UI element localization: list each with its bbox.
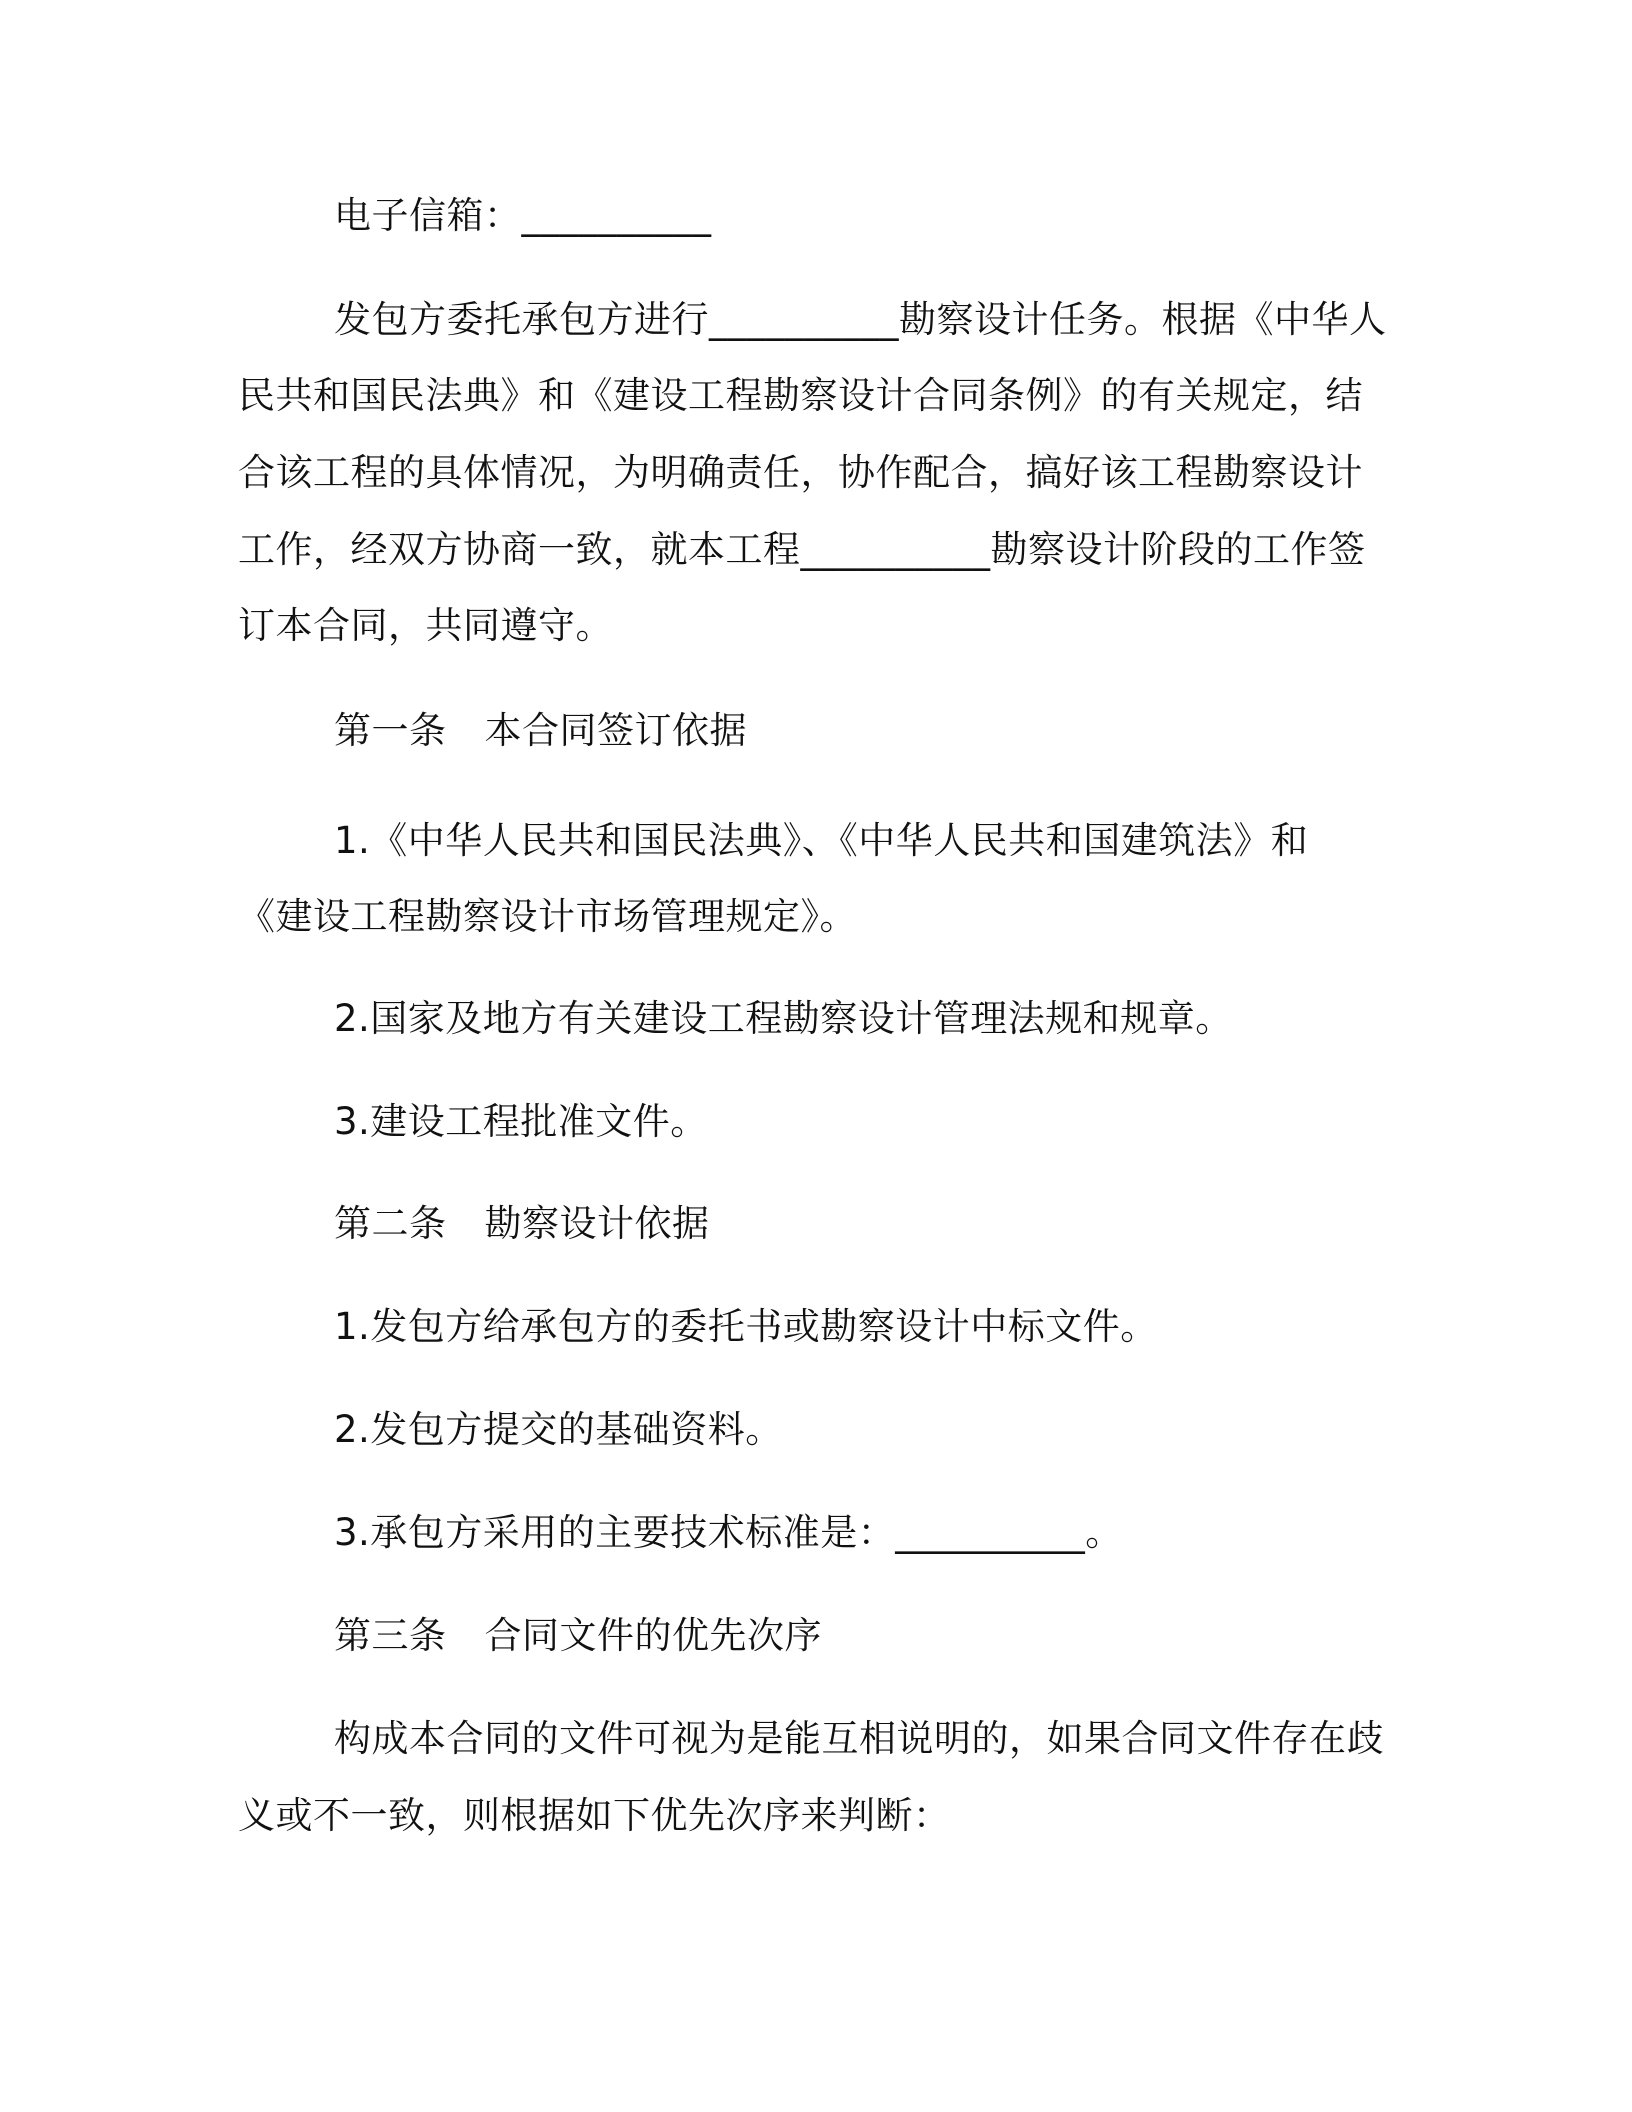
article-1-item-1-line-1: 1.《中华人民共和国民法典》、《中华人民共和国建筑法》和 xyxy=(334,819,1309,862)
article-1-number: 第一条 xyxy=(334,709,447,752)
article-2-item-1: 1.发包方给承包方的委托书或勘察设计中标文件。 xyxy=(334,1305,1158,1348)
paragraph-intro-line-5: 订本合同，共同遵守。 xyxy=(238,604,613,647)
article-1-item-1-line-2: 《建设工程勘察设计市场管理规定》。 xyxy=(238,895,857,938)
email-line: 电子信箱：__________ xyxy=(334,194,712,237)
article-3-paragraph-line-2: 义或不一致，则根据如下优先次序来判断： xyxy=(238,1794,951,1837)
article-2-heading xyxy=(334,1202,710,1245)
article-2-item-3: 3.承包方采用的主要技术标准是：__________。 xyxy=(334,1511,1123,1554)
paragraph-intro-line-3: 合该工程的具体情况，为明确责任，协作配合，搞好该工程勘察设计 xyxy=(238,451,1363,494)
article-2-number: 第二条 xyxy=(334,1202,447,1245)
article-2-item-2: 2.发包方提交的基础资料。 xyxy=(334,1408,783,1451)
paragraph-intro-line-2: 民共和国民法典》和《建设工程勘察设计合同条例》的有关规定，结 xyxy=(238,374,1363,417)
article-3-title: 合同文件的优先次序 xyxy=(484,1614,822,1657)
paragraph-intro-line-1: 发包方委托承包方进行__________勘察设计任务。根据《中华人 xyxy=(334,298,1387,341)
article-1-item-2: 2.国家及地方有关建设工程勘察设计管理法规和规章。 xyxy=(334,997,1233,1040)
paragraph-intro-line-4: 工作，经双方协商一致，就本工程__________勘察设计阶段的工作签 xyxy=(238,528,1366,571)
article-1-item-3: 3.建设工程批准文件。 xyxy=(334,1100,708,1143)
article-3-paragraph-line-1: 构成本合同的文件可视为是能互相说明的，如果合同文件存在歧 xyxy=(334,1717,1384,1760)
article-1-heading xyxy=(334,709,747,752)
article-2-title: 勘察设计依据 xyxy=(484,1202,710,1245)
article-1-title: 本合同签订依据 xyxy=(484,709,747,752)
article-3-heading xyxy=(334,1614,822,1657)
article-3-number: 第三条 xyxy=(334,1614,447,1657)
